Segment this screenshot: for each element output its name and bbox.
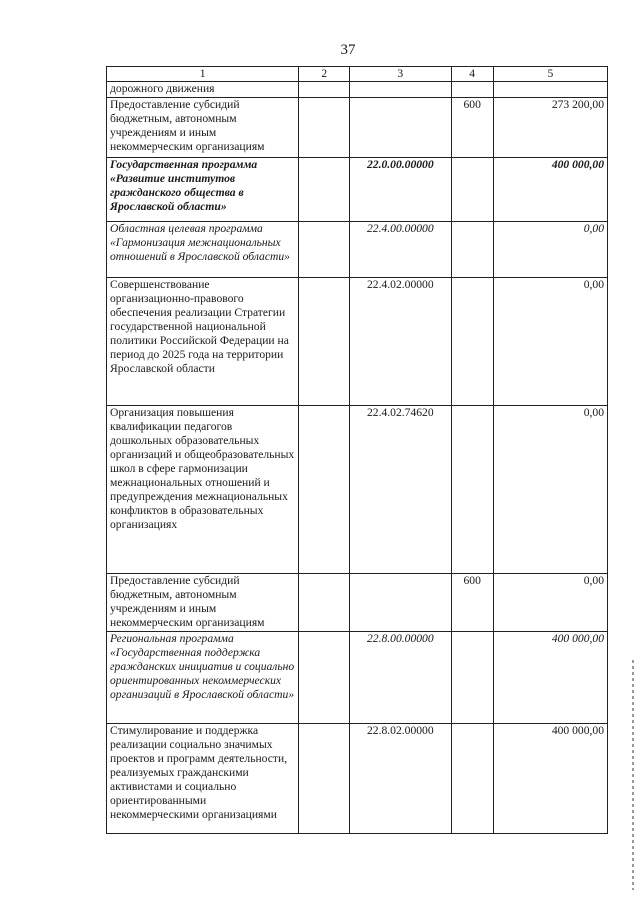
- row-col2-cell: [299, 278, 350, 406]
- row-name-cell: Совершенствование организационно-правового обеспечения реализации Стратегии государственной национальной политики Российской Федерации на период до 2025 года на территории Ярославской области: [107, 278, 299, 406]
- row-type-cell: [451, 158, 493, 222]
- row-amount-cell: [493, 82, 607, 98]
- header-col-1: 1: [107, 67, 299, 82]
- row-code-cell: [350, 574, 451, 632]
- row-code-cell: 22.4.00.00000: [350, 222, 451, 278]
- row-type-cell: [451, 724, 493, 834]
- row-code-cell: [350, 98, 451, 158]
- row-type-cell: [451, 82, 493, 98]
- table-row: [107, 724, 608, 834]
- row-amount-cell: 273 200,00: [493, 98, 607, 158]
- page-number: 37: [340, 42, 356, 58]
- row-col2-cell: [299, 98, 350, 158]
- row-code-cell: 22.4.02.00000: [350, 278, 451, 406]
- row-code-cell: 22.8.00.00000: [350, 632, 451, 724]
- table-row: [107, 574, 608, 632]
- row-amount-cell: 0,00: [493, 222, 607, 278]
- row-name-cell: Стимулирование и поддержка реализации социально значимых проектов и программ деятельности, реализуемых гражданскими активистами и социально ориентированными некоммерческими организациями: [107, 724, 299, 834]
- header-col-5: 5: [493, 67, 607, 82]
- row-col2-cell: [299, 222, 350, 278]
- row-name-cell: Предоставление субсидий бюджетным, автономным учреждениям и иным некоммерческим организациям: [107, 574, 299, 632]
- row-col2-cell: [299, 574, 350, 632]
- row-code-cell: 22.0.00.00000: [350, 158, 451, 222]
- row-amount-cell: 400 000,00: [493, 724, 607, 834]
- table-body: [107, 82, 608, 834]
- row-amount-cell: 0,00: [493, 406, 607, 574]
- row-amount-cell: 400 000,00: [493, 158, 607, 222]
- table-row: [107, 158, 608, 222]
- row-type-cell: [451, 222, 493, 278]
- row-code-cell: 22.8.02.00000: [350, 724, 451, 834]
- row-col2-cell: [299, 82, 350, 98]
- row-col2-cell: [299, 632, 350, 724]
- table-header-row: [107, 67, 608, 82]
- row-type-cell: 600: [451, 574, 493, 632]
- row-name-cell: Государственная программа «Развитие институтов гражданского общества в Ярославской области»: [107, 158, 299, 222]
- row-amount-cell: 0,00: [493, 574, 607, 632]
- header-col-2: 2: [299, 67, 350, 82]
- scan-edge-mark: [632, 660, 634, 890]
- row-type-cell: 600: [451, 98, 493, 158]
- row-name-cell: Организация повышения квалификации педагогов дошкольных образовательных организаций и общеобразовательных школ в сфере гармонизации межнациональных отношений и предупреждения межнациональных конфликтов в образовательных организациях: [107, 406, 299, 574]
- table-row: [107, 98, 608, 158]
- row-amount-cell: 400 000,00: [493, 632, 607, 724]
- budget-table: [106, 66, 608, 834]
- row-name-cell: Предоставление субсидий бюджетным, автономным учреждениям и иным некоммерческим организациям: [107, 98, 299, 158]
- row-col2-cell: [299, 158, 350, 222]
- row-type-cell: [451, 632, 493, 724]
- row-type-cell: [451, 278, 493, 406]
- header-col-3: 3: [350, 67, 451, 82]
- row-name-cell: Областная целевая программа «Гармонизация межнациональных отношений в Ярославской области»: [107, 222, 299, 278]
- row-name-cell: Региональная программа «Государственная поддержка гражданских инициатив и социально ориентированных некоммерческих организаций в Ярославской области»: [107, 632, 299, 724]
- row-code-cell: [350, 82, 451, 98]
- row-code-cell: 22.4.02.74620: [350, 406, 451, 574]
- row-col2-cell: [299, 724, 350, 834]
- table-row: [107, 406, 608, 574]
- table-row: [107, 222, 608, 278]
- table-row: [107, 632, 608, 724]
- row-type-cell: [451, 406, 493, 574]
- row-amount-cell: 0,00: [493, 278, 607, 406]
- header-col-4: 4: [451, 67, 493, 82]
- row-col2-cell: [299, 406, 350, 574]
- row-name-cell: дорожного движения: [107, 82, 299, 98]
- table-row: [107, 278, 608, 406]
- table-row: [107, 82, 608, 98]
